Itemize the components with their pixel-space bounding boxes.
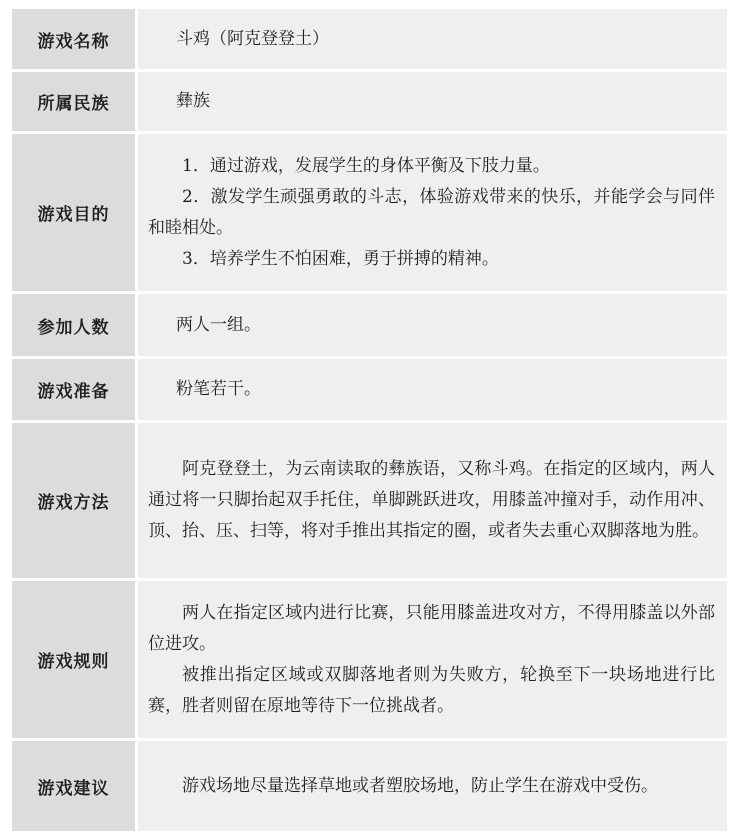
row-content-preparation: [135, 359, 727, 423]
paragraph: 两人一组。: [176, 314, 261, 335]
row-content-game-suggestions: [135, 741, 727, 834]
row-label-preparation: 游戏准备: [12, 359, 135, 423]
row-label-game-rules: 游戏规则: [12, 581, 135, 741]
row-label-ethnic-group: 所属民族: [12, 72, 135, 134]
paragraph: 2．激发学生顽强勇敢的斗志，体验游戏带来的快乐，并能学会与同伴和睦相处。: [148, 186, 715, 238]
row-content-game-name: [135, 9, 727, 72]
paragraph: 被推出指定区域或双脚落地者则为失败方，轮换至下一块场地进行比赛，胜者则留在原地等待下一位挑战者。: [148, 664, 715, 716]
paragraph: 彝族: [176, 91, 210, 111]
row-label-game-name: 游戏名称: [12, 9, 135, 72]
row-content-game-rules: [135, 581, 727, 741]
row-label-game-purpose: 游戏目的: [12, 134, 135, 294]
paragraph: 1．通过游戏，发展学生的身体平衡及下肢力量。: [182, 155, 550, 176]
row-content-participants: [135, 294, 727, 359]
paragraph: 阿克登登土，为云南读取的彝族语，又称斗鸡。在指定的区域内，两人通过将一只脚抬起双手托住，单脚跳跃进攻，用膝盖冲撞对手，动作用冲、顶、抬、压、扫等，将对手推出其指定的圈，或者失去重心双脚落地为胜。: [148, 459, 715, 541]
paragraph: 粉笔若干。: [176, 379, 261, 399]
paragraph: 游戏场地尽量选择草地或者塑胶场地，防止学生在游戏中受伤。: [182, 775, 658, 796]
row-content-game-purpose: [135, 134, 727, 294]
paragraph: 3．培养学生不怕困难，勇于拼搏的精神。: [182, 248, 499, 269]
row-label-game-suggestions: 游戏建议: [12, 741, 135, 834]
row-content-game-method: [135, 423, 727, 581]
row-label-participants: 参加人数: [12, 294, 135, 359]
game-info-table: [12, 9, 727, 834]
row-label-game-method: 游戏方法: [12, 423, 135, 581]
paragraph: 两人在指定区域内进行比赛，只能用膝盖进攻对方，不得用膝盖以外部位进攻。: [148, 602, 715, 654]
row-content-ethnic-group: [135, 72, 727, 134]
paragraph: 斗鸡（阿克登登土）: [176, 28, 329, 49]
